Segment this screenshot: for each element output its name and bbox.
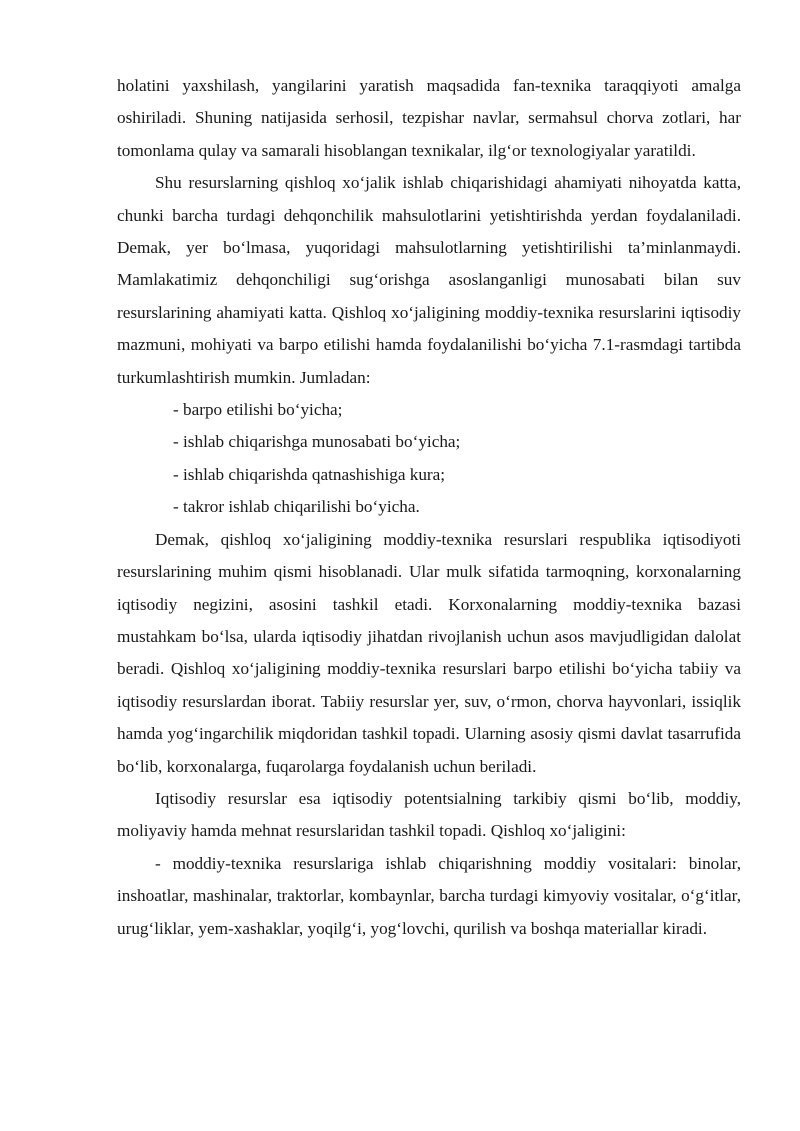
paragraph-5: - moddiy-texnika resurslariga ishlab chiqarishning moddiy vositalari: binolar, inshoatlar, mashinalar, traktorlar, kombaynlar, barcha turdagi kimyoviy vositalar, o‘g‘itlar, urug‘liklar, yem-xashaklar, yoqilg‘i, yog‘lovchi, qurilish va boshqa materiallar kiradi. [117, 853, 741, 938]
list-item: - ishlab chiqarishda qatnashishiga kura; [173, 464, 446, 484]
paragraph-2: Shu resurslarning qishloq xo‘jalik ishlab chiqarishidagi ahamiyati nihoyatda katta, chunki barcha turdagi dehqonchilik mahsulotlarini yetishtirishda yerdan foydalaniladi. Demak, yer bo‘lmasa, yuqoridagi mahsulotlarning yetishtirilishi ta’minlanmaydi. Mamlakatimiz dehqonchiligi sug‘orishga asoslanganligi munosabati bilan suv resurslarining ahamiyati katta. Qishloq xo‘jaligining moddiy-texnika resurslarini iqtisodiy mazmuni, mohiyati va barpo etilishi hamda foydalanilishi bo‘yicha 7.1-rasmdagi tartibda turkumlashtirish mumkin. Jumladan: [117, 173, 741, 387]
paragraph-4: Iqtisodiy resurslar esa iqtisodiy potentsialning tarkibiy qismi bo‘lib, moddiy, moliyaviy hamda mehnat resurslaridan tashkil topadi. Qishloq xo‘jaligini: [117, 788, 741, 841]
document-page [117, 70, 741, 945]
paragraph-1: holatini yaxshilash, yangilarini yaratish maqsadida fan-texnika taraqqiyoti amalga oshiriladi. Shuning natijasida serhosil, tezpishar navlar, sermahsul chorva zotlari, har tomonlama qulay va samarali hisoblangan texnikalar, ilg‘or texnologiyalar yaratildi. [117, 76, 741, 160]
list-item: - barpo etilishi bo‘yicha; [173, 400, 343, 420]
classification-list [117, 394, 741, 524]
paragraph-3: Demak, qishloq xo‘jaligining moddiy-texnika resurslari respublika iqtisodiyoti resurslarining muhim qismi hisoblanadi. Ular mulk sifatida tarmoqning, korxonalarning iqtisodiy negizini, asosini tashkil etadi. Korxonalarning moddiy-texnika bazasi mustahkam bo‘lsa, ularda iqtisodiy jihatdan rivojlanish uchun asos mavjudligidan dalolat beradi. Qishloq xo‘jaligining moddiy-texnika resurslari barpo etilishi bo‘yicha tabiiy va iqtisodiy resurslardan iborat. Tabiiy resurslar yer, suv, o‘rmon, chorva hayvonlari, issiqlik hamda yog‘ingarchilik miqdoridan tashkil topadi. Ularning asosiy qismi davlat tasarrufida bo‘lib, korxonalarga, fuqarolarga foydalanish uchun beriladi. [117, 529, 741, 776]
list-item: - takror ishlab chiqarilishi bo‘yicha. [173, 497, 420, 517]
list-item: - ishlab chiqarishga munosabati bo‘yicha; [173, 432, 461, 452]
